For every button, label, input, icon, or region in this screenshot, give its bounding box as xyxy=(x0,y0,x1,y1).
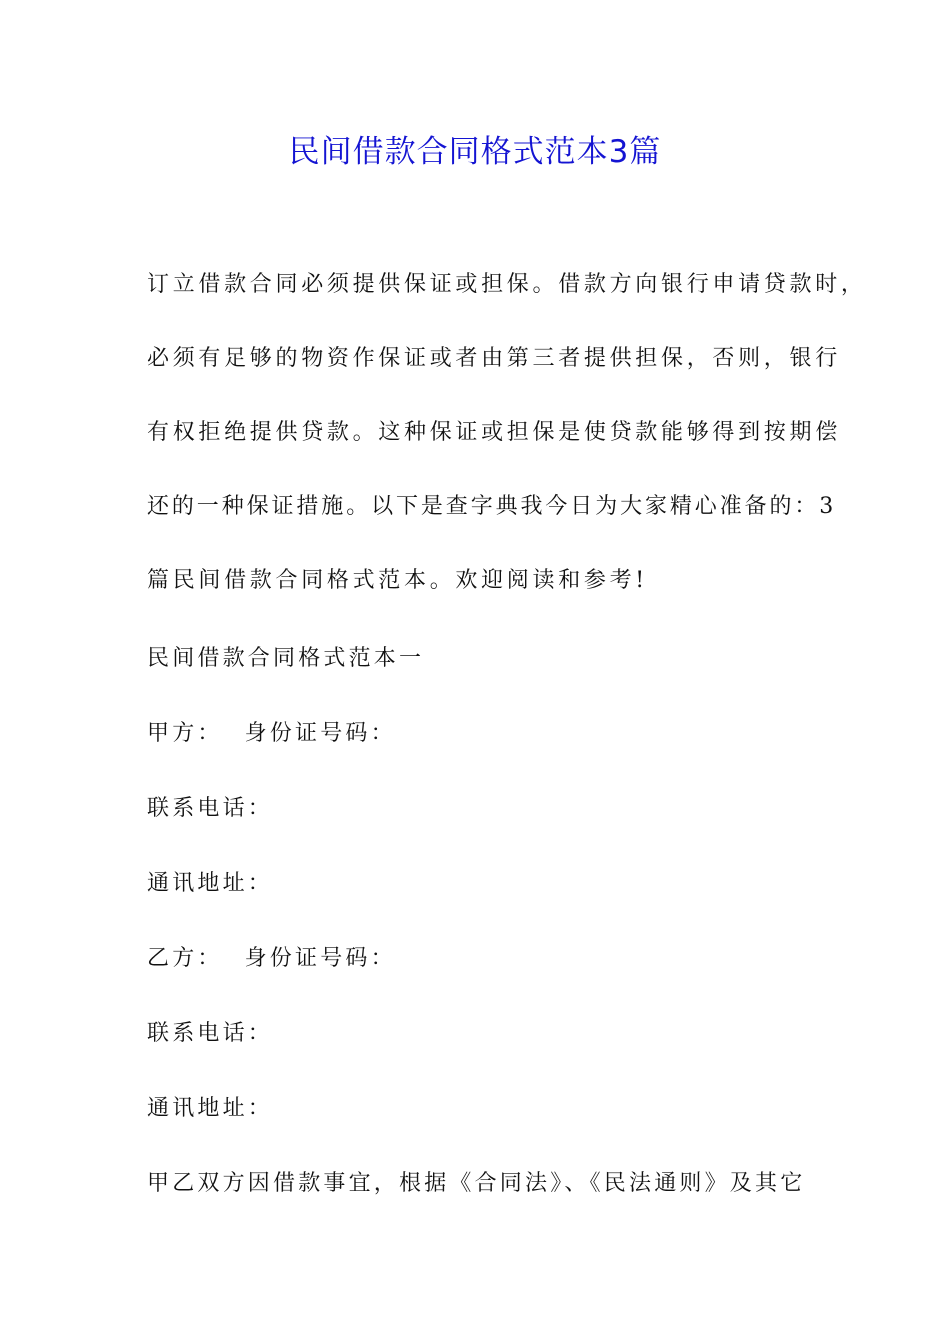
party-b-row xyxy=(147,940,817,1015)
section-heading: 民间借款合同格式范本一 xyxy=(147,646,425,671)
intro-paragraph xyxy=(147,266,867,636)
party-a-phone-label: 联系电话： xyxy=(147,796,274,821)
intro-line: 必须有足够的物资作保证或者由第三者提供担保，否则，银行 xyxy=(147,346,841,371)
intro-line: 订立借款合同必须提供保证或担保。借款方向银行申请贷款时， xyxy=(147,272,867,297)
closing-line: 甲乙双方因借款事宜，根据《合同法》、《民法通则》及其它 xyxy=(147,1171,806,1196)
party-a-row xyxy=(147,715,817,790)
intro-line: 有权拒绝提供贷款。这种保证或担保是使贷款能够得到按期偿 xyxy=(147,420,841,445)
intro-line: 还的一种保证措施。以下是查字典我今日为大家精心准备的：3 xyxy=(147,494,837,519)
party-a-address-label: 通讯地址： xyxy=(147,871,274,896)
party-a-id-label: 身份证号码： xyxy=(244,721,396,746)
party-b-address-label: 通讯地址： xyxy=(147,1096,274,1121)
intro-line: 篇民间借款合同格式范本。欢迎阅读和参考! xyxy=(147,568,648,593)
document-title: 民间借款合同格式范本3篇 xyxy=(288,134,662,170)
party-a-label: 甲方： xyxy=(147,721,223,746)
contract-body xyxy=(147,640,817,1240)
party-b-id-label: 身份证号码： xyxy=(244,946,396,971)
party-b-phone-label: 联系电话： xyxy=(147,1021,274,1046)
party-b-label: 乙方： xyxy=(147,946,223,971)
